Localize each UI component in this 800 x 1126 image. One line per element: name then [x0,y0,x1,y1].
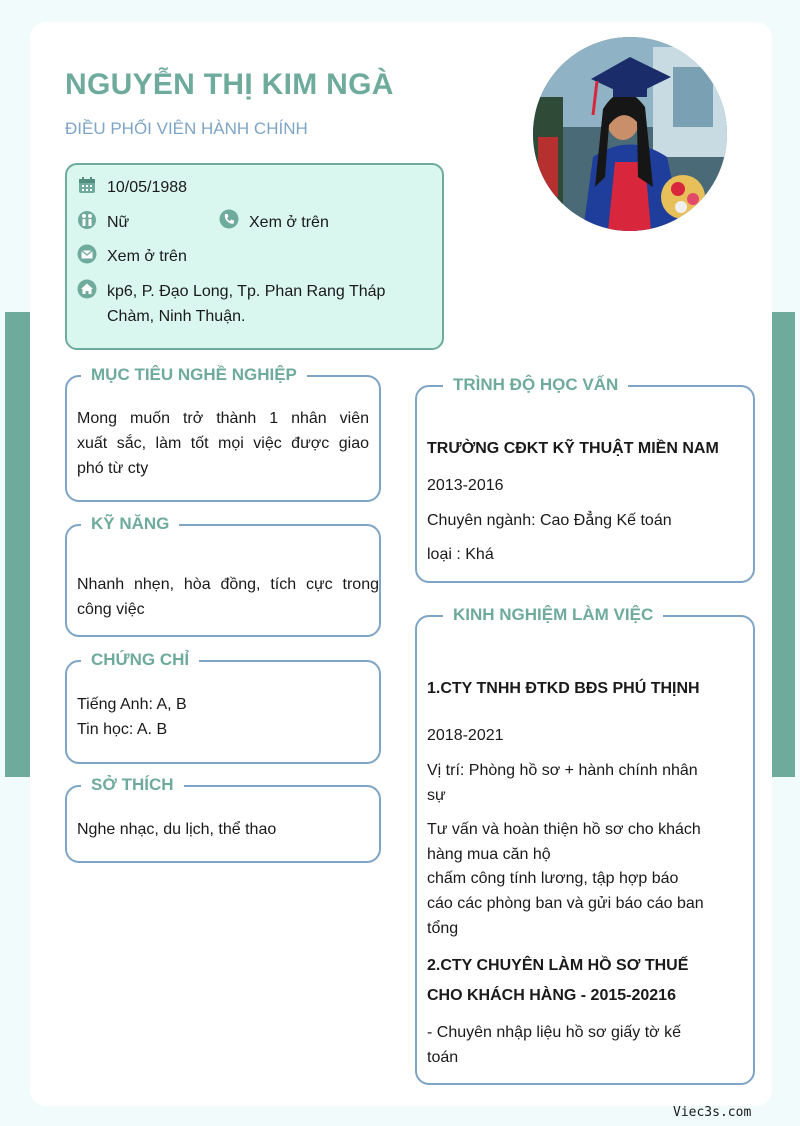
candidate-name: NGUYỄN THỊ KIM NGÀ [65,68,394,101]
career-goal-line-3: phó từ cty [77,460,149,477]
skills-line-1: Nhanh nhẹn, hòa đồng, tích cực trong [77,576,379,593]
certificate-it: Tin học: A. B [77,721,168,738]
education-major: Chuyên ngành: Cao Đẳng Kế toán [427,512,672,529]
education-school: TRƯỜNG CĐKT KỸ THUẬT MIỀN NAM [427,440,719,457]
certificates-title: CHỨNG CHỈ [81,648,199,672]
job1-desc-line-2: hàng mua căn hộ [427,846,551,863]
address-line-2: Chàm, Ninh Thuận. [107,308,246,325]
education-grade: loại : Khá [427,546,494,563]
home-icon [77,279,97,299]
job1-position-line-2: sự [427,787,446,804]
job1-desc-line-3: chấm công tính lương, tập hợp báo [427,870,679,887]
hobbies-line: Nghe nhạc, du lịch, thể thao [77,821,277,838]
job2-company-line-1: 2.CTY CHUYÊN LÀM HỒ SƠ THUẾ [427,957,689,974]
address-line-1: kp6, P. Đạo Long, Tp. Phan Rang Tháp [107,283,386,300]
career-goal-title: MỤC TIÊU NGHỀ NGHIỆP [81,363,307,387]
email-value: Xem ở trên [107,248,187,265]
skills-title: KỸ NĂNG [81,512,179,536]
hobbies-title: SỞ THÍCH [81,773,184,797]
job1-position-line-1: Vị trí: Phòng hồ sơ + hành chính nhân [427,762,698,779]
job1-desc-line-1: Tư vấn và hoàn thiện hồ sơ cho khách [427,821,701,838]
calendar-icon [77,175,97,195]
decor-bar-right [772,312,795,777]
job1-company: 1.CTY TNHH ĐTKD BĐS PHÚ THỊNH [427,680,700,697]
career-goal-line-2: xuất sắc, làm tốt mọi việc được giao [77,435,369,452]
experience-title: KINH NGHIỆM LÀM VIỆC [443,603,663,627]
education-title: TRÌNH ĐỘ HỌC VẤN [443,373,628,397]
candidate-job-title: ĐIỀU PHỐI VIÊN HÀNH CHÍNH [65,119,308,138]
phone-value: Xem ở trên [249,214,329,231]
job1-desc-line-4: cáo các phòng ban và gửi báo cáo ban [427,895,704,912]
job2-desc-line-2: toán [427,1049,459,1066]
site-watermark: Viec3s.com [673,1105,752,1120]
job2-company-line-2: CHO KHÁCH HÀNG - 2015-20216 [427,987,676,1004]
birthday-value: 10/05/1988 [107,179,188,196]
education-years: 2013-2016 [427,477,504,494]
job1-desc-line-5: tổng [427,920,459,937]
job2-desc-line-1: - Chuyên nhập liệu hồ sơ giấy tờ kế [427,1024,682,1041]
email-icon [77,244,97,264]
skills-line-2: công việc [77,601,145,618]
gender-value: Nữ [107,214,130,231]
gender-icon [77,210,97,230]
decor-bar-left [5,312,30,777]
certificate-english: Tiếng Anh: A, B [77,696,187,713]
job1-years: 2018-2021 [427,727,504,744]
career-goal-line-1: Mong muốn trở thành 1 nhân viên [77,410,369,427]
avatar-photo [533,37,727,231]
phone-icon [219,209,239,229]
